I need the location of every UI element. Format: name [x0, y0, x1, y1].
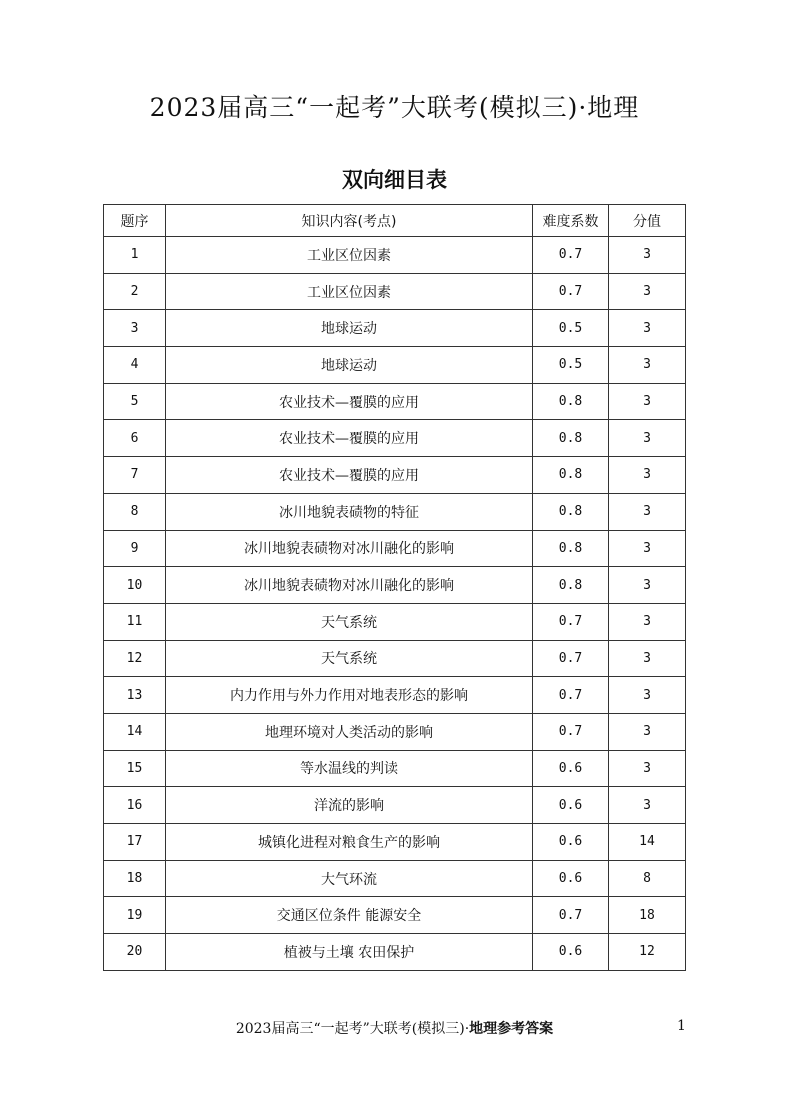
cell-knowledge-content: 城镇化进程对粮食生产的影响: [166, 824, 533, 861]
specification-table: [103, 204, 686, 971]
cell-score: 3: [609, 457, 686, 494]
cell-difficulty: 0.7: [533, 237, 609, 274]
cell-difficulty: 0.7: [533, 897, 609, 934]
cell-question-number: 6: [104, 420, 166, 457]
table-body: [104, 237, 686, 971]
table-row: [104, 383, 686, 420]
cell-knowledge-content: 地球运动: [166, 347, 533, 384]
cell-knowledge-content: 等水温线的判读: [166, 750, 533, 787]
cell-question-number: 13: [104, 677, 166, 714]
cell-knowledge-content: 工业区位因素: [166, 237, 533, 274]
cell-score: 3: [609, 640, 686, 677]
cell-knowledge-content: 地理环境对人类活动的影响: [166, 713, 533, 750]
cell-question-number: 20: [104, 934, 166, 971]
cell-score: 18: [609, 897, 686, 934]
table-row: [104, 750, 686, 787]
page-number: 1: [677, 1018, 686, 1034]
cell-difficulty: 0.7: [533, 713, 609, 750]
cell-question-number: 17: [104, 824, 166, 861]
header-question-number: 题序: [104, 205, 166, 237]
table-row: [104, 603, 686, 640]
cell-score: 3: [609, 420, 686, 457]
cell-difficulty: 0.8: [533, 567, 609, 604]
cell-difficulty: 0.6: [533, 787, 609, 824]
header-knowledge-content: 知识内容(考点): [166, 205, 533, 237]
table-row: [104, 824, 686, 861]
cell-difficulty: 0.6: [533, 934, 609, 971]
cell-score: 3: [609, 677, 686, 714]
table-row: [104, 860, 686, 897]
cell-score: 3: [609, 750, 686, 787]
cell-difficulty: 0.5: [533, 347, 609, 384]
cell-score: 3: [609, 493, 686, 530]
cell-question-number: 4: [104, 347, 166, 384]
table-row: [104, 640, 686, 677]
cell-score: 3: [609, 237, 686, 274]
cell-difficulty: 0.8: [533, 530, 609, 567]
cell-difficulty: 0.8: [533, 383, 609, 420]
table-row: [104, 934, 686, 971]
cell-question-number: 15: [104, 750, 166, 787]
cell-knowledge-content: 农业技术—覆膜的应用: [166, 457, 533, 494]
cell-question-number: 12: [104, 640, 166, 677]
document-title: 2023届高三“一起考”大联考(模拟三)·地理: [149, 93, 640, 122]
cell-score: 8: [609, 860, 686, 897]
cell-question-number: 14: [104, 713, 166, 750]
cell-question-number: 8: [104, 493, 166, 530]
cell-difficulty: 0.6: [533, 824, 609, 861]
cell-knowledge-content: 冰川地貌表碛物的特征: [166, 493, 533, 530]
cell-score: 3: [609, 567, 686, 604]
cell-knowledge-content: 工业区位因素: [166, 273, 533, 310]
cell-score: 3: [609, 273, 686, 310]
cell-difficulty: 0.7: [533, 273, 609, 310]
cell-score: 3: [609, 310, 686, 347]
cell-score: 3: [609, 787, 686, 824]
header-score: 分值: [609, 205, 686, 237]
table-row: [104, 787, 686, 824]
page-footer: [0, 1018, 789, 1038]
table-row: [104, 897, 686, 934]
cell-question-number: 10: [104, 567, 166, 604]
cell-question-number: 1: [104, 237, 166, 274]
cell-knowledge-content: 农业技术—覆膜的应用: [166, 420, 533, 457]
table-row: [104, 310, 686, 347]
cell-question-number: 11: [104, 603, 166, 640]
cell-question-number: 16: [104, 787, 166, 824]
cell-knowledge-content: 农业技术—覆膜的应用: [166, 383, 533, 420]
table-row: [104, 493, 686, 530]
table-row: [104, 273, 686, 310]
table-row: [104, 567, 686, 604]
cell-difficulty: 0.6: [533, 750, 609, 787]
cell-score: 14: [609, 824, 686, 861]
cell-knowledge-content: 植被与土壤 农田保护: [166, 934, 533, 971]
cell-knowledge-content: 大气环流: [166, 860, 533, 897]
cell-score: 3: [609, 347, 686, 384]
cell-difficulty: 0.8: [533, 457, 609, 494]
table-row: [104, 420, 686, 457]
cell-difficulty: 0.7: [533, 677, 609, 714]
cell-knowledge-content: 冰川地貌表碛物对冰川融化的影响: [166, 530, 533, 567]
footer-subject: 地理参考答案: [469, 1021, 554, 1037]
cell-question-number: 3: [104, 310, 166, 347]
cell-question-number: 5: [104, 383, 166, 420]
table-row: [104, 457, 686, 494]
table-row: [104, 530, 686, 567]
cell-score: 3: [609, 713, 686, 750]
cell-difficulty: 0.8: [533, 493, 609, 530]
cell-knowledge-content: 内力作用与外力作用对地表形态的影响: [166, 677, 533, 714]
cell-knowledge-content: 地球运动: [166, 310, 533, 347]
cell-knowledge-content: 洋流的影响: [166, 787, 533, 824]
table-row: [104, 677, 686, 714]
table-row: [104, 713, 686, 750]
cell-score: 3: [609, 530, 686, 567]
cell-question-number: 7: [104, 457, 166, 494]
cell-question-number: 18: [104, 860, 166, 897]
cell-difficulty: 0.5: [533, 310, 609, 347]
cell-score: 3: [609, 603, 686, 640]
cell-score: 12: [609, 934, 686, 971]
footer-prefix: 2023届高三“一起考”大联考(模拟三)·: [235, 1021, 470, 1037]
cell-knowledge-content: 冰川地貌表碛物对冰川融化的影响: [166, 567, 533, 604]
header-difficulty: 难度系数: [533, 205, 609, 237]
table-row: [104, 237, 686, 274]
cell-question-number: 19: [104, 897, 166, 934]
cell-difficulty: 0.7: [533, 640, 609, 677]
table-header-row: [104, 205, 686, 237]
cell-score: 3: [609, 383, 686, 420]
cell-question-number: 9: [104, 530, 166, 567]
cell-knowledge-content: 天气系统: [166, 640, 533, 677]
cell-difficulty: 0.7: [533, 603, 609, 640]
cell-question-number: 2: [104, 273, 166, 310]
table-row: [104, 347, 686, 384]
cell-difficulty: 0.8: [533, 420, 609, 457]
cell-difficulty: 0.6: [533, 860, 609, 897]
cell-knowledge-content: 天气系统: [166, 603, 533, 640]
cell-knowledge-content: 交通区位条件 能源安全: [166, 897, 533, 934]
table-title: 双向细目表: [342, 168, 447, 192]
